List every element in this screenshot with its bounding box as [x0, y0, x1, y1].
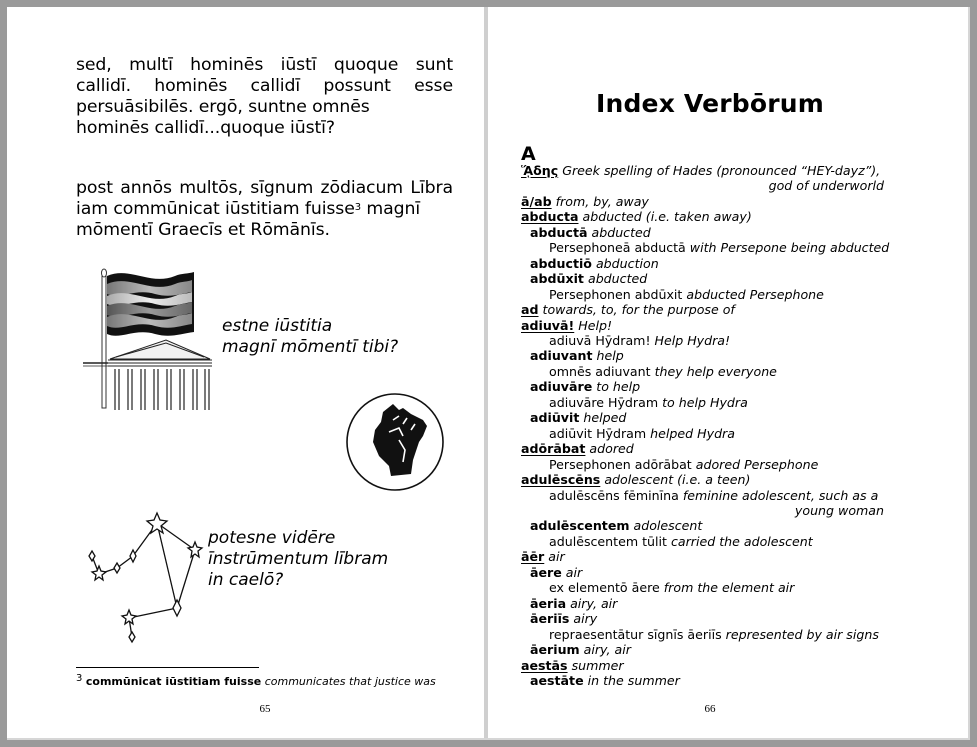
- index-headword: adulēscentem: [530, 518, 630, 534]
- flagpole: [102, 269, 107, 408]
- index-headword: abductā: [530, 224, 588, 240]
- index-definition: in the summer: [583, 672, 680, 688]
- index-headword: adiuvāre Hȳdram: [549, 394, 659, 410]
- index-headword: abdūxit: [530, 271, 584, 287]
- index-definition: from the element air: [659, 580, 795, 596]
- index-definition: adored Persephone: [691, 456, 819, 472]
- index-headword: aestāte: [530, 672, 584, 688]
- index-entry: [521, 225, 886, 240]
- index-headword: abductiō: [530, 255, 592, 271]
- index-definition: abduction: [591, 255, 659, 271]
- index-entry: [521, 488, 886, 503]
- index-definition: with Persepone being abducted: [685, 240, 890, 256]
- index-entry: [521, 163, 886, 178]
- paragraph-2-last-line: mōmentī Graecīs et Rōmānīs.: [76, 220, 330, 240]
- index-entry: [521, 410, 886, 425]
- index-definition: Help!: [574, 317, 613, 333]
- index-entry: [521, 287, 886, 302]
- index-headword: ā/ab: [521, 193, 552, 209]
- index-definition: carried the adolescent: [666, 533, 813, 549]
- index-entry: [521, 627, 886, 642]
- page-shadow-bottom: [7, 738, 970, 740]
- index-entry: [521, 565, 886, 580]
- libra-constellation-illustration: [77, 502, 207, 652]
- index-definition: airy, air: [566, 595, 618, 611]
- constellation-stars: [89, 513, 202, 642]
- index-definition: abducted: [583, 271, 648, 287]
- index-definition: helped Hydra: [646, 425, 735, 441]
- index-headword: āeriīs: [530, 611, 570, 627]
- index-headword: ex elementō āere: [549, 580, 660, 596]
- index-definition: adored: [585, 441, 634, 457]
- index-headword: abducta: [521, 209, 579, 225]
- index-definition: they help everyone: [650, 363, 777, 379]
- paragraph-1-last-line: hominēs callidī...quoque iūstī?: [76, 118, 335, 138]
- index-entry: [521, 426, 886, 441]
- index-headword: adōrābat: [521, 441, 586, 457]
- index-definition: feminine adolescent, such as a: [678, 487, 879, 503]
- index-entry: [521, 318, 886, 333]
- index-definition: represented by air signs: [721, 626, 879, 642]
- index-entry: [521, 534, 886, 549]
- index-entry-continuation: [521, 503, 886, 518]
- paragraph-2: [76, 178, 453, 241]
- index-entries: [521, 163, 890, 688]
- caption-justice-line-2: magnī mōmentī tibi?: [222, 337, 399, 357]
- index-entry: [521, 302, 886, 317]
- right-page: [488, 7, 968, 738]
- index-entry: [521, 611, 886, 626]
- index-definition: air: [544, 549, 565, 565]
- index-entry: [521, 395, 886, 410]
- index-headword: omnēs adiuvant: [549, 363, 651, 379]
- caption-libra: [208, 528, 388, 591]
- index-definition: to help: [592, 379, 641, 395]
- flag: [107, 272, 194, 336]
- index-headword: adulēscēns: [521, 472, 601, 488]
- flag-courthouse-illustration: [70, 262, 220, 412]
- footnote-number: 3: [76, 673, 83, 684]
- page-shadow-right: [968, 7, 970, 740]
- index-headword: adulēscēns fēminīna: [549, 487, 679, 503]
- index-definition: abducted Persephone: [682, 286, 824, 302]
- index-headword: adiuvant: [530, 348, 593, 364]
- raised-fist-icon: [343, 390, 447, 494]
- index-definition: airy, air: [579, 642, 631, 658]
- index-headword: aestās: [521, 657, 568, 673]
- index-definition: Help Hydra!: [650, 332, 731, 348]
- index-headword: āerium: [530, 642, 580, 658]
- index-headword: ad: [521, 302, 539, 318]
- index-definition: summer: [567, 657, 624, 673]
- index-entry: [521, 209, 886, 224]
- index-headword: adiuvā!: [521, 317, 575, 333]
- page-number-left: 65: [259, 703, 271, 715]
- index-entry: [521, 518, 886, 533]
- footnote-term: commūnicat iūstitiam fuisse: [85, 675, 262, 688]
- page-number-right: 66: [704, 703, 716, 715]
- section-letter: A: [521, 143, 536, 165]
- index-definition: to help Hydra: [658, 394, 748, 410]
- index-entry: [521, 333, 886, 348]
- index-headword: Persephoneā abductā: [549, 240, 686, 256]
- index-headword: āēr: [521, 549, 545, 565]
- caption-libra-line-3: in caelō?: [208, 570, 284, 590]
- footnote-divider: [76, 667, 259, 668]
- caption-justice: [222, 316, 398, 358]
- index-headword: adiūvit Hȳdram: [549, 425, 647, 441]
- index-entry: [521, 658, 886, 673]
- index-entry: [521, 364, 886, 379]
- index-entry: [521, 596, 886, 611]
- index-entry: [521, 580, 886, 595]
- index-entry: [521, 642, 886, 657]
- index-definition: from, by, away: [551, 193, 649, 209]
- index-headword: adiūvit: [530, 410, 580, 426]
- index-entry: [521, 457, 886, 472]
- footnote: [76, 675, 436, 688]
- index-entry: [521, 348, 886, 363]
- index-definition: abducted: [587, 224, 651, 240]
- paragraph-1-text: sed, multī hominēs iūstī quoque sunt callidī. hominēs callidī possunt esse persuāsibilēs. ergō, suntne omnēs: [76, 55, 453, 117]
- index-title: Index Verbōrum: [595, 89, 825, 118]
- caption-libra-line-2: īnstrūmentum lībram: [208, 549, 389, 569]
- index-definition: god of underworld: [768, 178, 884, 194]
- index-definition: towards, to, for the purpose of: [538, 302, 735, 318]
- caption-libra-line-1: potesne vidēre: [208, 528, 336, 548]
- index-definition: abducted (i.e. taken away): [578, 209, 752, 225]
- index-entry: [521, 549, 886, 564]
- index-headword: Persephonen adōrābat: [549, 456, 692, 472]
- index-headword: adiuvāre: [530, 379, 593, 395]
- index-definition: young woman: [794, 502, 884, 518]
- index-entry: [521, 240, 890, 256]
- index-entry: [521, 379, 886, 394]
- index-definition: helped: [579, 410, 627, 426]
- paragraph-2-text-cont: magnī: [361, 199, 421, 219]
- paragraph-1: [76, 55, 453, 139]
- index-entry: [521, 194, 886, 209]
- index-entry-continuation: [521, 178, 886, 193]
- index-definition: airy: [569, 611, 598, 627]
- index-headword: adulēscentem tūlit: [549, 533, 667, 549]
- left-page: [7, 7, 484, 738]
- index-headword: āeria: [530, 595, 567, 611]
- index-entry: [521, 271, 886, 286]
- index-definition: Greek spelling of Hades (pronounced “HEY-dayz”),: [558, 163, 881, 178]
- footnote-reference[interactable]: 3: [354, 202, 361, 213]
- index-headword: ᾍδης: [521, 163, 559, 178]
- index-headword: repraesentātur sīgnīs āeriīs: [549, 626, 722, 642]
- footnote-gloss: communicates that justice was: [264, 675, 436, 688]
- paragraph-2-text: post annōs multōs, sīgnum zōdiacum Lībra iam commūnicat iūstitiam fuisse: [76, 178, 453, 219]
- index-entry: [521, 472, 886, 487]
- index-definition: adolescent (i.e. a teen): [600, 472, 751, 488]
- index-definition: adolescent: [629, 518, 703, 534]
- index-entry: [521, 673, 886, 688]
- caption-justice-line-1: estne iūstitia: [222, 316, 333, 336]
- index-entry: [521, 256, 886, 271]
- index-headword: āere: [530, 564, 562, 580]
- index-entry: [521, 441, 886, 456]
- index-definition: air: [561, 564, 583, 580]
- index-headword: Persephonen abdūxit: [549, 286, 683, 302]
- index-headword: adiuvā Hȳdram!: [549, 332, 651, 348]
- index-definition: help: [592, 348, 624, 364]
